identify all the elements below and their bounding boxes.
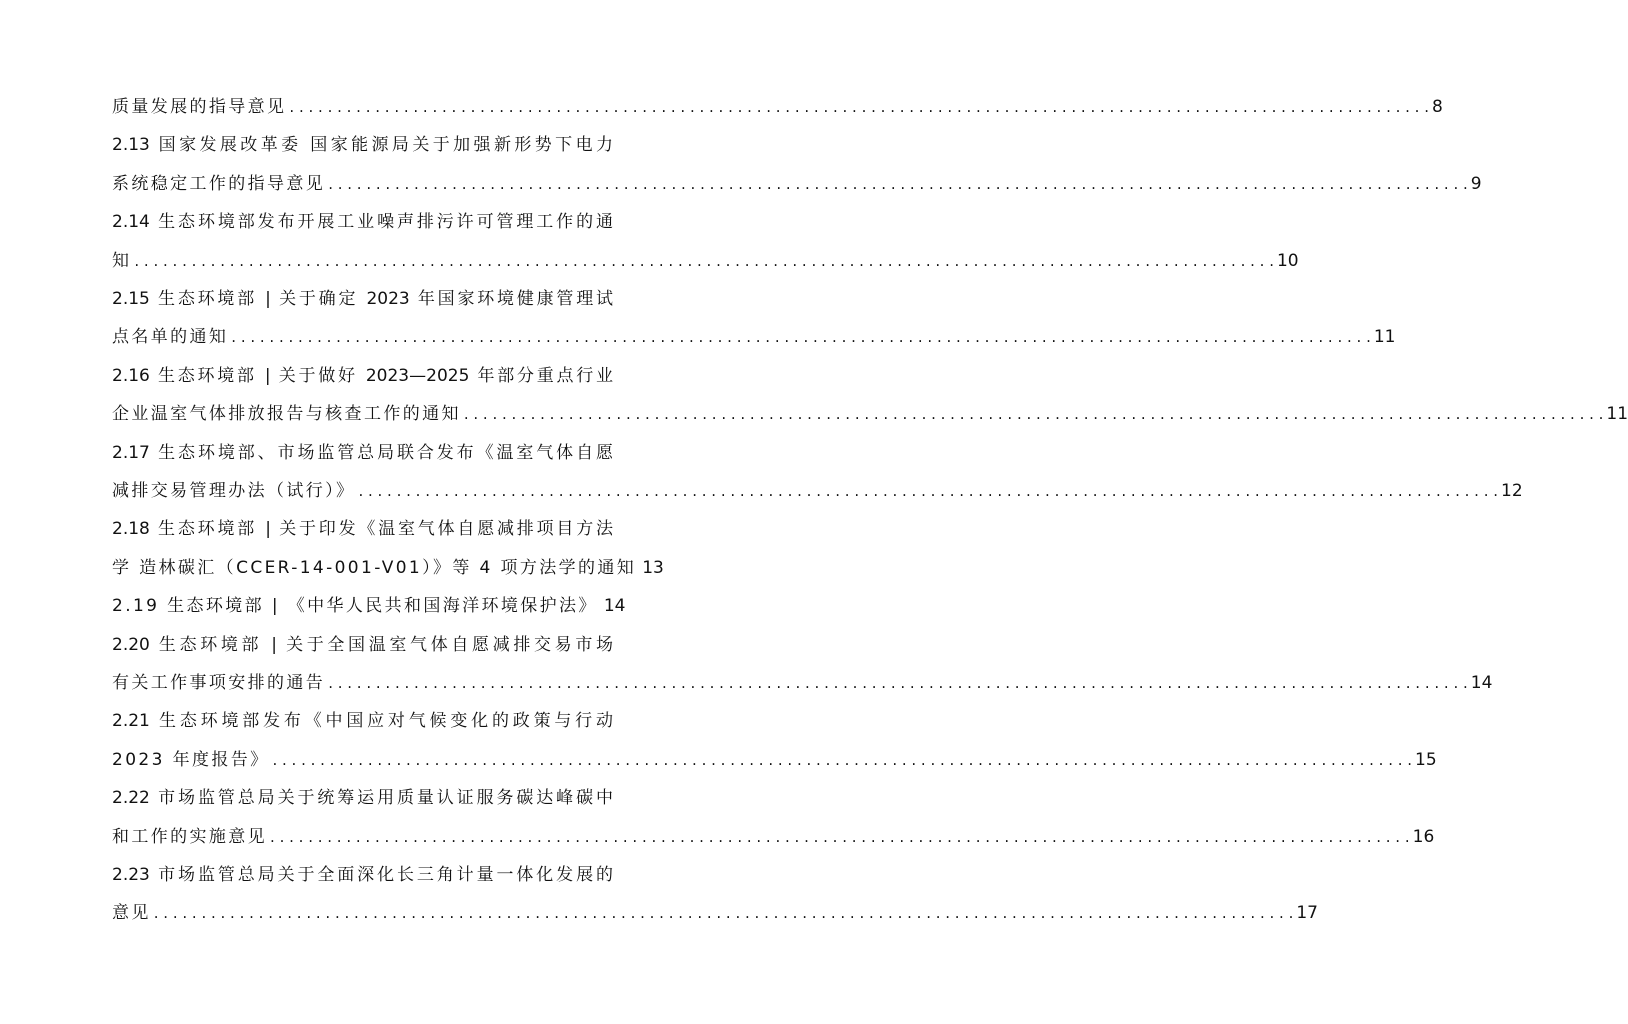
toc-page-number: 9: [1470, 173, 1482, 194]
toc-entry-text: 意见: [112, 903, 151, 924]
toc-entry-line-with-page: [112, 668, 1493, 698]
toc-leader-dots: . . . . . . . . . . . . . . . . . . . . . . . . . . . . . . . . . . . . . . . . . . . . . . . . . . . . . . . . . . . . . . . . . . . . . . . . . . . . . . . . . . . . . . . . . . . . . . . . . . . . . . . . . . . . . . . . . . . . . . . .: [270, 827, 1410, 846]
toc-entry-text: 有关工作事项安排的通告: [112, 673, 326, 693]
toc-entry-text: 2023 年度报告》: [112, 749, 270, 770]
toc-entry-line: [112, 284, 613, 314]
toc-entry-line-with-page: [112, 745, 1437, 775]
toc-entry-text: 2.16 生态环境部 | 关于做好 2023—2025 年部分重点行业: [112, 365, 613, 386]
toc-entry-line: [112, 130, 613, 160]
toc-entry-text: 2.14 生态环境部发布开展工业噪声排污许可管理工作的通: [112, 212, 613, 233]
toc-leader-dots: . . . . . . . . . . . . . . . . . . . . . . . . . . . . . . . . . . . . . . . . . . . . . . . . . . . . . . . . . . . . . . . . . . . . . . . . . . . . . . . . . . . . . . . . . . . . . . . . . . . . . . . . . . . . . . . . . . . . . . . .: [231, 328, 1371, 347]
toc-entry-text: 减排交易管理办法（试行）》: [112, 481, 356, 501]
toc-page-number: 14: [603, 596, 626, 617]
toc-page-number: 11: [1606, 404, 1628, 425]
toc-entry-line-with-page: [112, 399, 1628, 429]
toc-page-number: 15: [1415, 749, 1437, 770]
toc-entry-text: 2.22 市场监管总局关于统筹运用质量认证服务碳达峰碳中: [112, 788, 613, 809]
toc-entry-text: 和工作的实施意见: [112, 826, 268, 847]
toc-entry-text: 2.13 国家发展改革委 国家能源局关于加强新形势下电力: [112, 135, 613, 156]
toc-entry-text: 质量发展的指导意见: [112, 97, 287, 117]
toc-entry-text: 2.17 生态环境部、市场监管总局联合发布《温室气体自愿: [112, 442, 613, 463]
toc-entry-line-with-page: [112, 169, 1482, 199]
toc-entry-text: 2.15 生态环境部 | 关于确定 2023 年国家环境健康管理试: [112, 289, 613, 309]
toc-entry-text: 2.23 市场监管总局关于全面深化长三角计量一体化发展的: [112, 865, 613, 885]
toc-page-number: 14: [1470, 673, 1493, 693]
toc-entry-text: 系统稳定工作的指导意见: [112, 173, 326, 194]
toc-entry-line: [112, 514, 613, 544]
toc-leader-dots: . . . . . . . . . . . . . . . . . . . . . . . . . . . . . . . . . . . . . . . . . . . . . . . . . . . . . . . . . . . . . . . . . . . . . . . . . . . . . . . . . . . . . . . . . . . . . . . . . . . . . . . . . . . . . . . . . . . . . . . .: [328, 674, 1468, 692]
toc-leader-dots: . . . . . . . . . . . . . . . . . . . . . . . . . . . . . . . . . . . . . . . . . . . . . . . . . . . . . . . . . . . . . . . . . . . . . . . . . . . . . . . . . . . . . . . . . . . . . . . . . . . . . . . . . . . . . . . . . . . . . . . .: [328, 174, 1468, 193]
toc-page-number: 11: [1373, 327, 1396, 348]
toc-entry-line: [112, 630, 613, 660]
toc-page-number: 12: [1501, 481, 1523, 501]
toc-page-number: 13: [642, 557, 664, 578]
toc-entry-line: [112, 438, 613, 468]
toc-leader-dots: . . . . . . . . . . . . . . . . . . . . . . . . . . . . . . . . . . . . . . . . . . . . . . . . . . . . . . . . . . . . . . . . . . . . . . . . . . . . . . . . . . . . . . . . . . . . . . . . . . . . . . . . . . . . . . . . . . . . . . . .: [272, 750, 1413, 769]
toc-entry-text: 知: [112, 250, 132, 271]
toc-entry-line: [112, 783, 613, 813]
toc-page-number: 10: [1276, 250, 1299, 271]
toc-leader-dots: . . . . . . . . . . . . . . . . . . . . . . . . . . . . . . . . . . . . . . . . . . . . . . . . . . . . . . . . . . . . . . . . . . . . . . . . . . . . . . . . . . . . . . . . . . . . . . . . . . . . . . . . . . . . . . . . . . . . . . . .: [463, 405, 1604, 424]
toc-entry-line: [112, 706, 613, 736]
toc-entry-text: 点名单的通知: [112, 327, 229, 348]
toc-page-number: 8: [1432, 97, 1443, 117]
toc-page-number: 17: [1296, 903, 1318, 924]
toc-entry-line-with-page: [112, 322, 1396, 352]
toc-page-number: 16: [1412, 826, 1435, 847]
toc-entry-text: 学 造林碳汇（CCER-14-001-V01）》等 4 项方法学的通知: [112, 557, 637, 578]
toc-entry-text: 企业温室气体排放报告与核查工作的通知: [112, 404, 461, 425]
toc-leader-dots: . . . . . . . . . . . . . . . . . . . . . . . . . . . . . . . . . . . . . . . . . . . . . . . . . . . . . . . . . . . . . . . . . . . . . . . . . . . . . . . . . . . . . . . . . . . . . . . . . . . . . . . . . . . . . . . . . . . . . . . .: [134, 251, 1274, 270]
toc-leader-dots: . . . . . . . . . . . . . . . . . . . . . . . . . . . . . . . . . . . . . . . . . . . . . . . . . . . . . . . . . . . . . . . . . . . . . . . . . . . . . . . . . . . . . . . . . . . . . . . . . . . . . . . . . . . . . . . . . . . . . . . .: [358, 482, 1499, 500]
toc-entry-line: [112, 860, 613, 890]
toc-entry-line: [112, 361, 613, 391]
toc-entry-line-with-page: [112, 591, 626, 621]
toc-entry-line-with-page: [112, 898, 1318, 928]
toc-entry-line-with-page: [112, 92, 1443, 122]
toc-leader-dots: . . . . . . . . . . . . . . . . . . . . . . . . . . . . . . . . . . . . . . . . . . . . . . . . . . . . . . . . . . . . . . . . . . . . . . . . . . . . . . . . . . . . . . . . . . . . . . . . . . . . . . . . . . . . . . . . . . . . . . . .: [153, 904, 1294, 923]
toc-entry-text: 2.20 生态环境部 | 关于全国温室气体自愿减排交易市场: [112, 634, 613, 655]
toc-entry-text: 2.21 生态环境部发布《中国应对气候变化的政策与行动: [112, 711, 613, 732]
toc-entry-line: [112, 207, 613, 237]
toc-entry-line-with-page: [112, 822, 1435, 852]
toc-entry-line-with-page: [112, 476, 1523, 506]
toc-entry-text: 2.19 生态环境部 | 《中华人民共和国海洋环境保护法》: [112, 596, 598, 617]
toc-entry-text: 2.18 生态环境部 | 关于印发《温室气体自愿减排项目方法: [112, 519, 613, 540]
toc-entry-line-with-page: [112, 553, 664, 583]
toc-leader-dots: . . . . . . . . . . . . . . . . . . . . . . . . . . . . . . . . . . . . . . . . . . . . . . . . . . . . . . . . . . . . . . . . . . . . . . . . . . . . . . . . . . . . . . . . . . . . . . . . . . . . . . . . . . . . . . . . . . . . . . . .: [289, 98, 1429, 116]
toc-entry-line-with-page: [112, 246, 1299, 276]
